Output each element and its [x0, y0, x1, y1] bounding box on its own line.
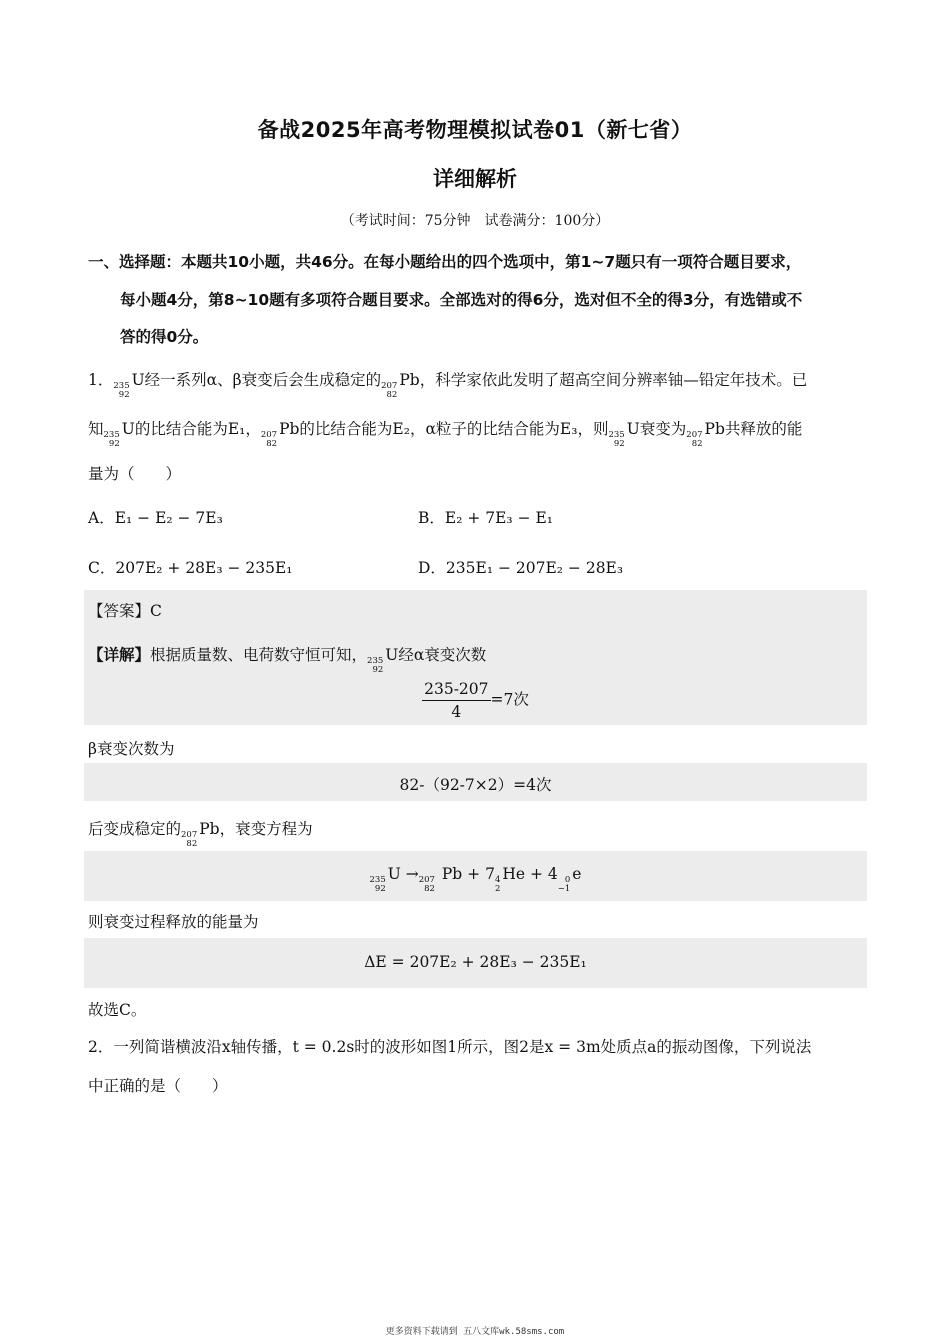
q2-line1: 2．一列简谐横波沿x轴传播，t = 0.2s时的波形如图1所示，图2是x = 3m处质点a的振动图像，下列说法 — [88, 1038, 812, 1056]
option-c[interactable]: C．207E₂ + 28E₃ − 235E₁ — [88, 559, 293, 577]
conclusion: 故选C。 — [88, 1001, 147, 1019]
beta-equation: 82-（92-7×2）=4次 — [399, 776, 552, 794]
q1-line3: 量为（ ） — [88, 465, 182, 483]
nuclide-u235: 235 92 — [113, 381, 130, 400]
section-instructions-line2: 每小题4分，第8~10题有多项符合题目要求。全部选对的得6分，选对但不全的得3分，有选错或不 — [120, 291, 803, 309]
page-title: 备战2025年高考物理模拟试卷01（新七省） — [257, 118, 693, 142]
detail-line: 【详解】根据质量数、电荷数守恒可知， 235 92 U经α衰变次数 — [88, 646, 487, 675]
nuclide-pb207: 207 82 — [686, 430, 703, 449]
stable-line: 后变成稳定的 207 82 Pb，衰变方程为 — [88, 820, 313, 849]
q1-line1: 1． 235 92 U经一系列α、β衰变后会生成稳定的 207 82 Pb，科学家依此发明了超高空间分辨率铀—铅定年技术。已 — [88, 371, 808, 400]
detail-label: 【详解】 — [88, 646, 151, 664]
nuclide-pb207: 207 82 — [381, 381, 398, 400]
energy-text: 则衰变过程释放的能量为 — [88, 913, 259, 931]
nuclide-pb207: 207 82 — [260, 430, 278, 449]
fraction: $\frac{235-207}{4}$ — [424, 680, 489, 721]
decay-equation: 235 92 U → 207 82 Pb + 7 4 2 He + 4 0 −1 e — [369, 865, 582, 894]
q2-line2: 中正确的是（ ） — [88, 1077, 228, 1095]
nuclide-pb207: 207 82 — [181, 830, 198, 849]
energy-equation: ΔE = 207E₂ + 28E₃ − 235E₁ — [364, 953, 587, 971]
option-a[interactable]: A．E₁ − E₂ − 7E₃ — [88, 509, 223, 527]
section-instructions-line3: 答的得0分。 — [120, 328, 209, 346]
section-instructions-line1: 一、选择题：本题共10小题，共46分。在每小题给出的四个选项中，第1~7题只有一项符合题目要求， — [88, 253, 802, 271]
exam-info: （考试时间：75分钟 试卷满分：100分） — [340, 213, 610, 229]
option-b[interactable]: B．E₂ + 7E₃ − E₁ — [418, 509, 554, 527]
nuclide-u235: 235 92 — [367, 656, 384, 675]
alpha-count-equation: $\frac{235-207}{4}$ =7次 — [424, 680, 529, 721]
page-subtitle: 详细解析 — [433, 167, 517, 191]
option-d[interactable]: D．235E₁ − 207E₂ − 28E₃ — [418, 559, 624, 577]
answer: 【答案】C — [88, 602, 162, 620]
footer-note: 更多资料下载请到 五八文库wk.58sms.com — [385, 1327, 565, 1337]
q1-number: 1． — [88, 371, 114, 389]
beta-text: β衰变次数为 — [88, 740, 175, 758]
nuclide-u235: 235 92 — [103, 430, 120, 449]
nuclide-u235: 235 92 — [608, 430, 625, 449]
q1-line2: 知 235 92 U的比结合能为E₁， 207 82 Pb的比结合能为E₂，α粒子的比结合能为E₃，则 235 92 U衰变为 207 82 Pb共释放的能 — [88, 420, 803, 449]
